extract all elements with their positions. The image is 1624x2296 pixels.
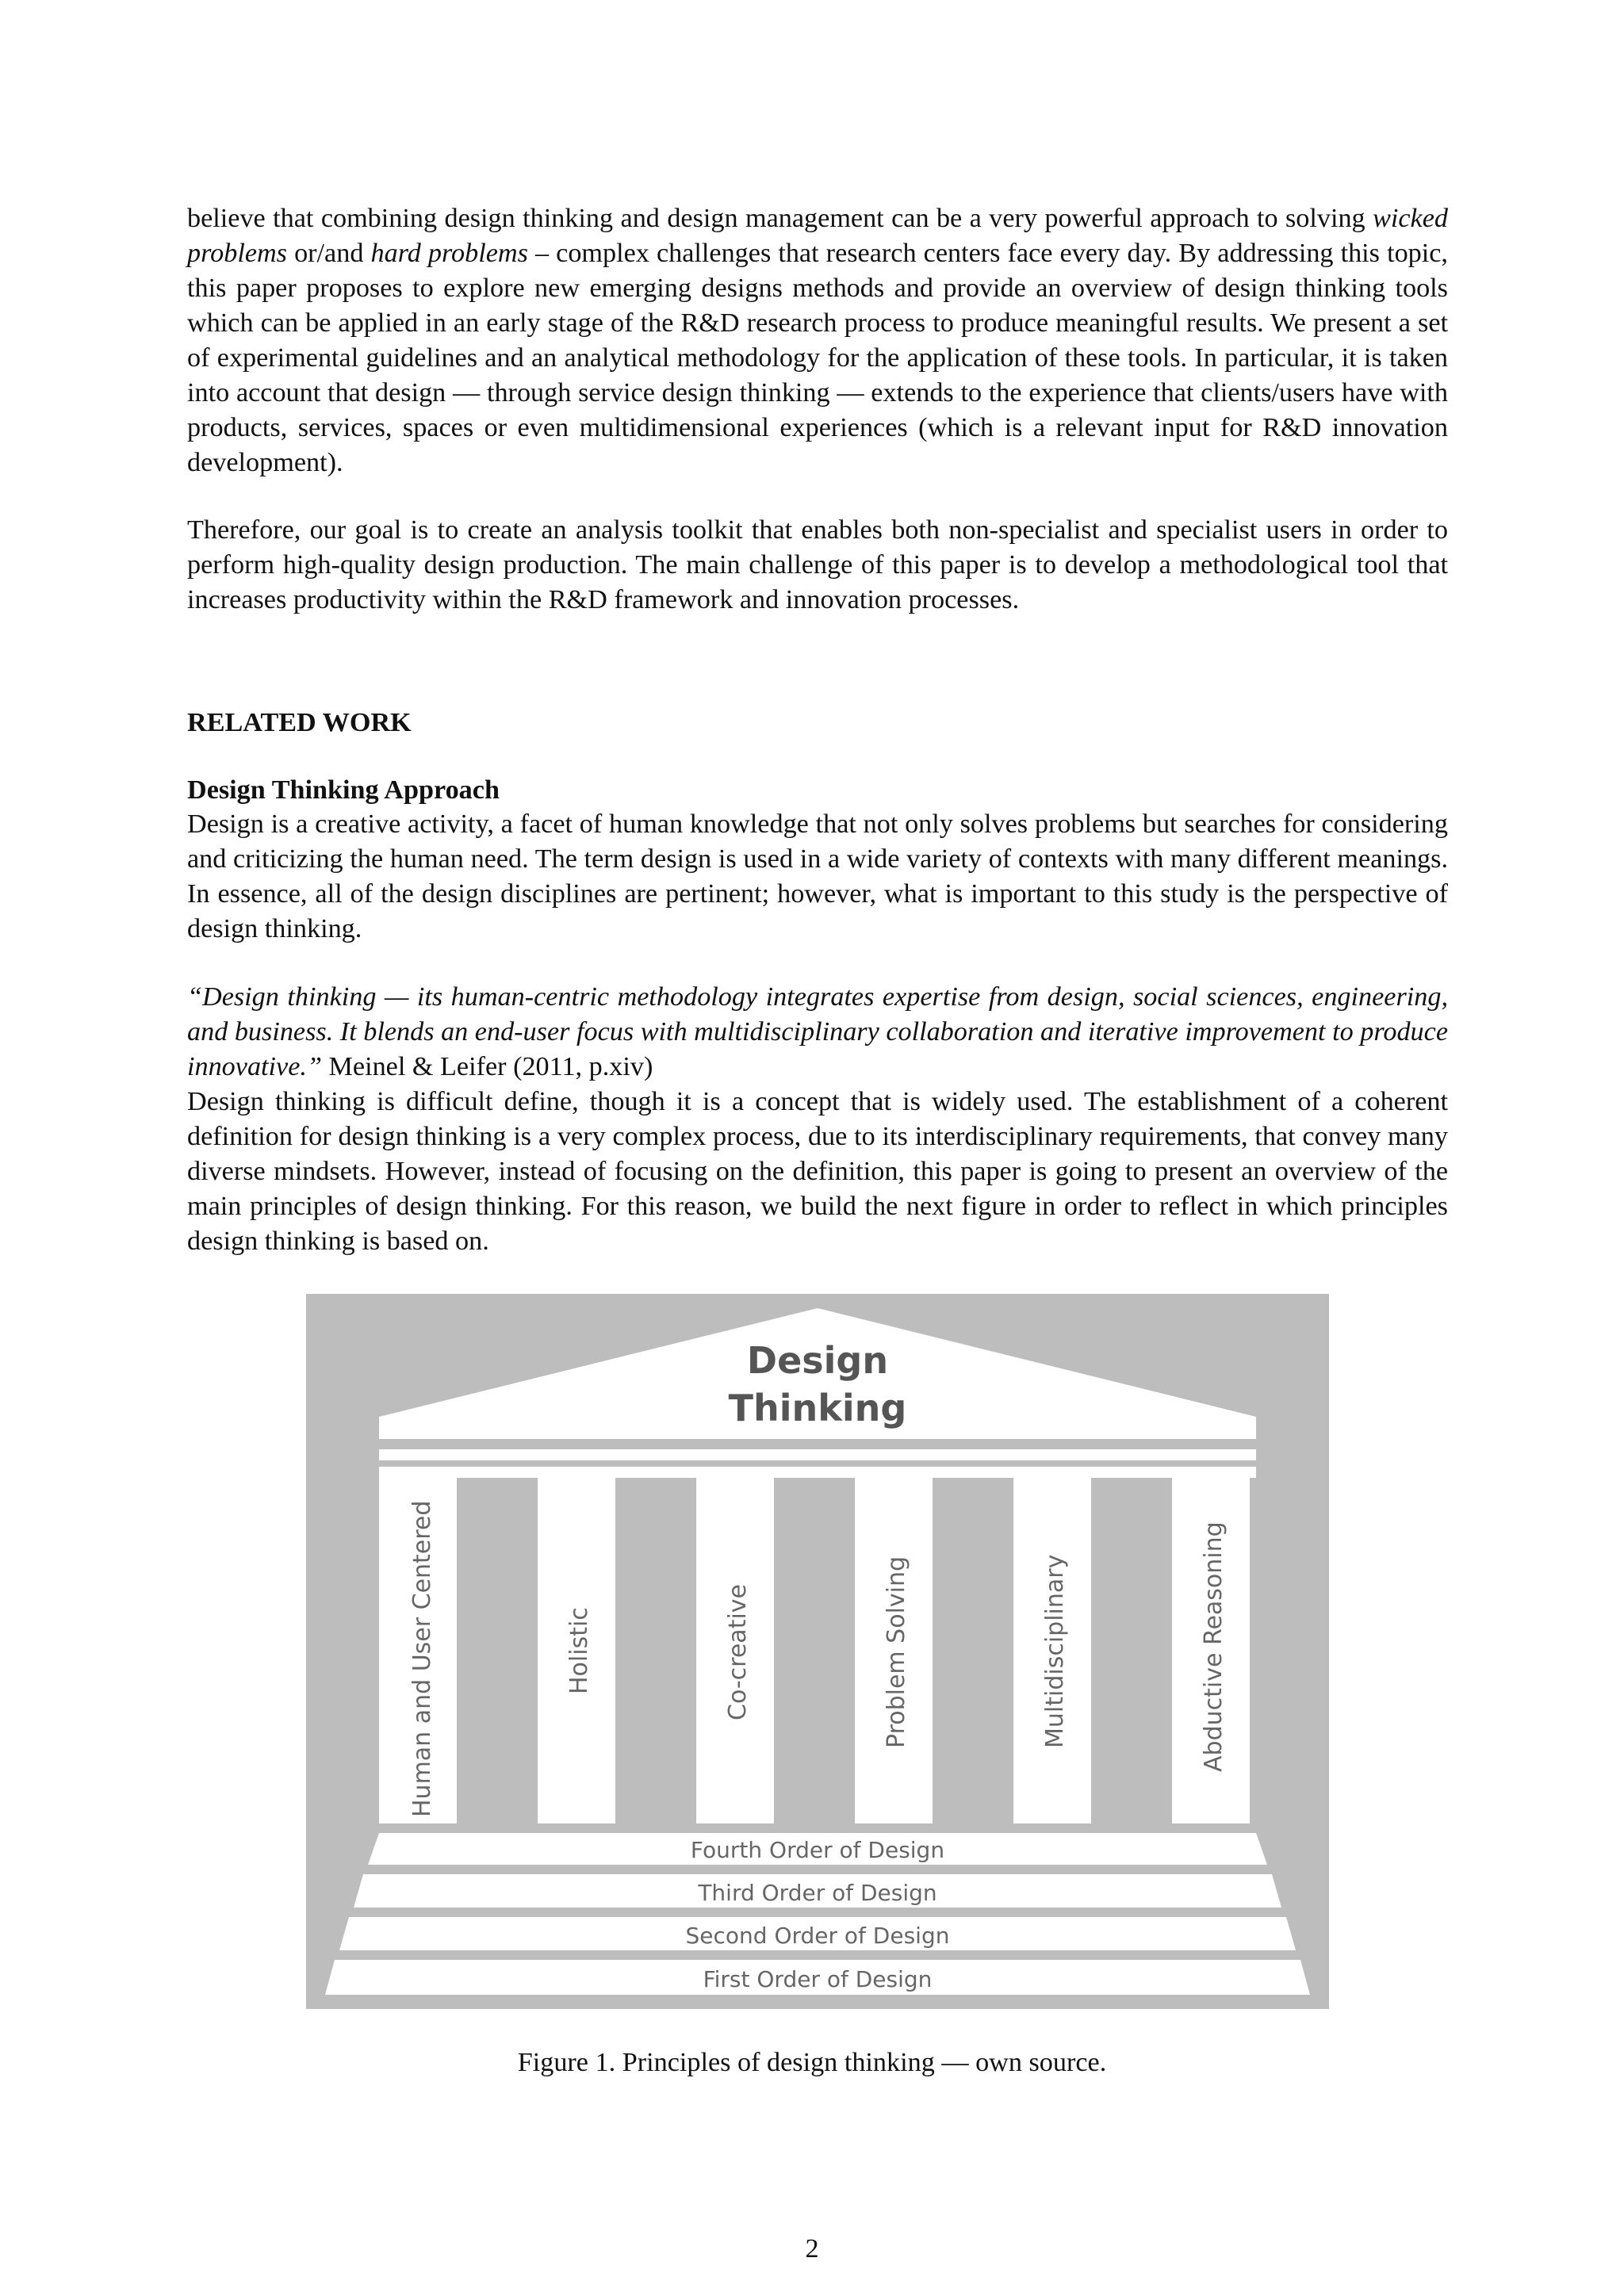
intro-text-c: – complex challenges that research centers face every day. By addressing this topic, this paper proposes to explore new emerging designs methods and provide an overview of design thinking tools which can be applied in an early stage of the R&D research process to produce meaningful results. We present a set of experimental guidelines and an analytical methodology for the application of these tools. In particular, it is taken into account that design — through service design thinking — extends to the experience that clients/users have with products, services, spaces or even multidimensional experiences (which is a relevant input for R&D innovation development). (187, 239, 1448, 477)
step-label: Third Order of Design (698, 1880, 937, 1906)
pillar-label: Multidisciplinary (1041, 1554, 1069, 1748)
goal-text: Therefore, our goal is to create an analysis toolkit that enables both non-specialist and specialist users in order to perform high-quality design production. The main challenge of this paper is to develop a methodological tool that increases productivity within the R&D framework and innovation processes. (187, 515, 1448, 614)
pillar-label: Abductive Reasoning (1200, 1521, 1228, 1772)
pillar-label: Problem Solving (883, 1556, 910, 1748)
figure-title-line2: Thinking (728, 1387, 907, 1429)
quote-paragraph (187, 980, 1448, 1085)
entablature-band (379, 1467, 1256, 1478)
goal-paragraph (187, 513, 1448, 618)
temple-diagram (306, 1294, 1329, 2009)
entablature-band (379, 1449, 1256, 1460)
design-text: Design is a creative activity, a facet of human knowledge that not only solves problems but searches for considering and criticizing the human need. The term design is used in a wide variety of contexts with many different meanings. In essence, all of the design disciplines are pertinent; however, what is important to this study is the perspective of design thinking. (187, 809, 1448, 943)
design-thinking-figure (306, 1294, 1329, 2009)
figure-caption: Figure 1. Principles of design thinking — own source. (517, 2048, 1107, 2077)
definition-paragraph (187, 1085, 1448, 1259)
intro-text-a: believe that combining design thinking and design management can be a very powerful approach to solving (187, 204, 1373, 233)
quote-citation: Meinel & Leifer (2011, p.xiv) (321, 1052, 653, 1081)
intro-text-b: or/and (286, 239, 371, 268)
pillar-label: Co-creative (724, 1583, 752, 1720)
hard-problems-term: hard problems (370, 239, 528, 268)
quote-text: “Design thinking — its human-centric methodology integrates expertise from design, social sciences, engineering, and business. It blends an end-user focus with multidisciplinary collaboration and iterative improvement to produce innovative.” (187, 982, 1448, 1081)
pillar-label: Holistic (565, 1607, 593, 1694)
pillar-label: Human and User Centered (408, 1500, 436, 1817)
figure-title-line1: Design (746, 1339, 889, 1382)
step-label: Second Order of Design (685, 1923, 950, 1949)
step-label: First Order of Design (703, 1966, 933, 1992)
wicked-problems-term: wicked problems (187, 204, 1448, 268)
intro-paragraph (187, 201, 1448, 480)
design-paragraph (187, 807, 1448, 947)
definition-text: Design thinking is difficult define, though it is a concept that is widely used. The establishment of a coherent definition for design thinking is a very complex process, due to its interdisciplinary requirements, that convey many diverse mindsets. However, instead of focusing on the definition, this paper is going to present an overview of the main principles of design thinking. For this reason, we build the next figure in order to reflect in which principles design thinking is based on. (187, 1087, 1448, 1256)
step-label: Fourth Order of Design (690, 1837, 945, 1863)
page-number: 2 (805, 2234, 819, 2263)
subsection-heading: Design Thinking Approach (187, 775, 500, 805)
section-heading: RELATED WORK (187, 708, 412, 737)
